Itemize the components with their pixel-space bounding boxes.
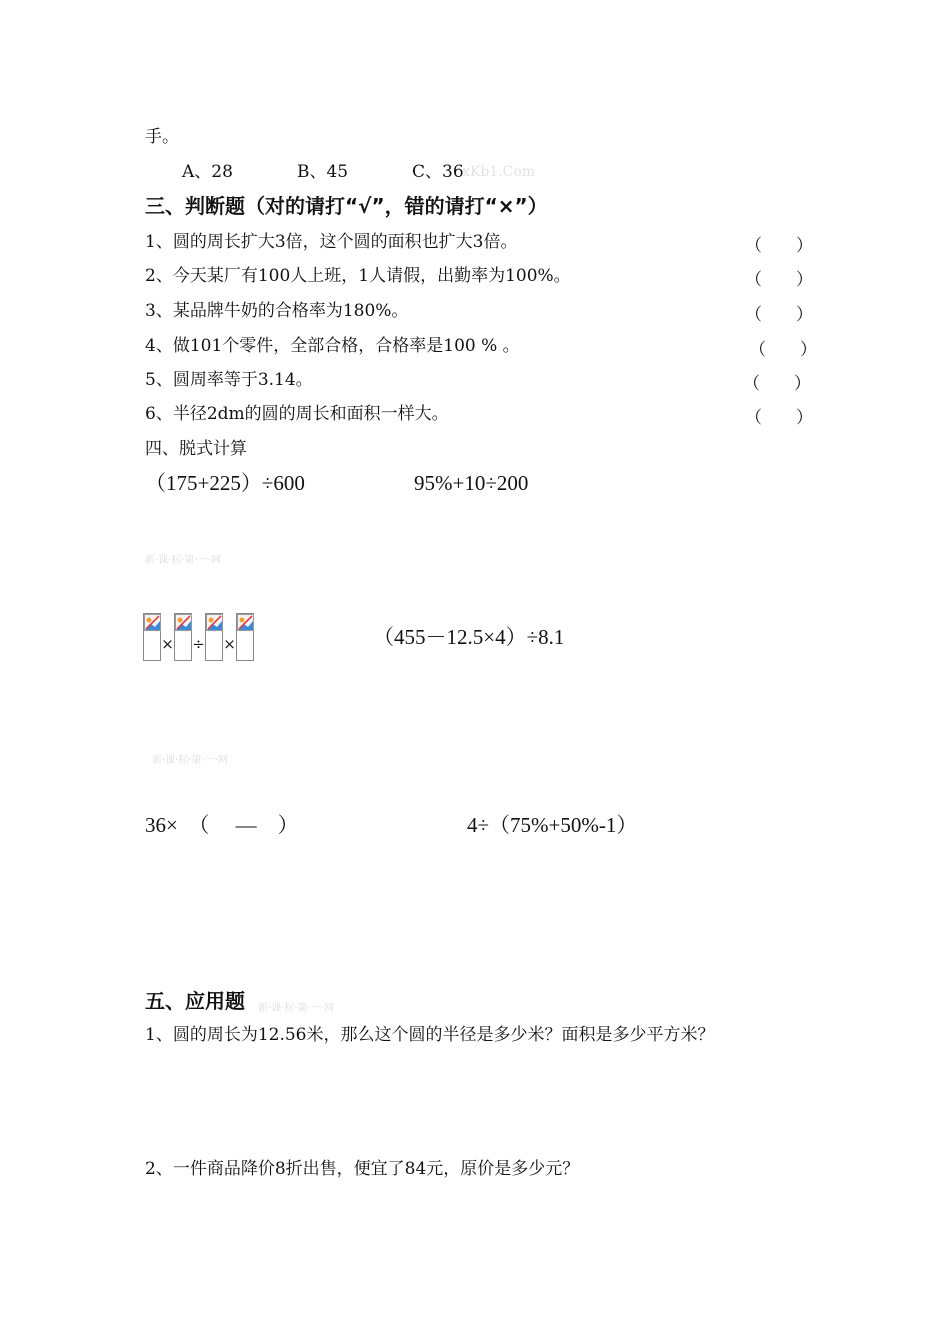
watermark-top: xKb1.Com xyxy=(462,164,536,180)
expr-6: 4÷（75%+50%-1） xyxy=(467,813,638,837)
watermark-mid-1: 新·课·标·第·一·网 xyxy=(145,555,221,566)
fraction-box-2 xyxy=(174,613,192,661)
fraction-box-3 xyxy=(205,613,223,661)
app-question-1: 1、圆的周长为12.56米，那么这个圆的半径是多少米？面积是多少平方米？ xyxy=(145,1025,715,1045)
expr-4: （455－12.5×4）÷8.1 xyxy=(373,625,565,649)
judge-item-4: 4、做101个零件，全部合格，合格率是100 % 。 xyxy=(145,336,520,356)
operator-2: ÷ xyxy=(192,635,205,653)
judge-answer-4[interactable]: （ ） xyxy=(749,340,817,360)
expr-5: 36× （ — ） xyxy=(145,813,299,837)
intro-text: 手。 xyxy=(145,127,179,147)
judge-item-5: 5、圆周率等于3.14。 xyxy=(145,370,313,390)
fraction-box-1 xyxy=(143,613,161,661)
choice-b: B、45 xyxy=(297,162,349,182)
broken-image-icon xyxy=(206,614,223,631)
judge-item-3: 3、某品牌牛奶的合格率为180%。 xyxy=(145,301,409,321)
judge-item-6: 6、半径2dm的圆的周长和面积一样大。 xyxy=(145,404,449,424)
watermark-mid-2: 新·课·标·第·一·网 xyxy=(152,755,228,766)
watermark-bottom: 新·课·标·第·一·网 xyxy=(258,1003,334,1014)
judge-answer-3[interactable]: （ ） xyxy=(745,305,813,325)
expr-2: 95%+10÷200 xyxy=(414,471,529,495)
broken-image-icon xyxy=(175,614,192,631)
fraction-box-4 xyxy=(236,613,254,661)
section3-title: 三、判断题（对的请打“√”，错的请打“×”） xyxy=(145,194,548,218)
broken-image-icon xyxy=(144,614,161,631)
app-question-2: 2、一件商品降价8折出售，便宜了84元，原价是多少元？ xyxy=(145,1159,580,1179)
judge-answer-6[interactable]: （ ） xyxy=(745,408,813,428)
broken-image-icon xyxy=(237,614,254,631)
judge-answer-2[interactable]: （ ） xyxy=(745,270,813,290)
fraction-expression xyxy=(143,612,254,662)
choice-a: A、28 xyxy=(182,162,233,182)
operator-3: × xyxy=(223,635,236,653)
section5-title: 五、应用题 xyxy=(145,989,245,1013)
judge-answer-1[interactable]: （ ） xyxy=(745,236,813,256)
operator-1: × xyxy=(161,635,174,653)
section4-title: 四、脱式计算 xyxy=(145,439,247,459)
judge-item-1: 1、圆的周长扩大3倍，这个圆的面积也扩大3倍。 xyxy=(145,232,518,252)
judge-item-2: 2、今天某厂有100人上班，1人请假，出勤率为100%。 xyxy=(145,266,571,286)
judge-answer-5[interactable]: （ ） xyxy=(743,374,811,394)
choice-c: C、36 xyxy=(412,162,464,182)
expr-1: （175+225）÷600 xyxy=(145,471,305,495)
